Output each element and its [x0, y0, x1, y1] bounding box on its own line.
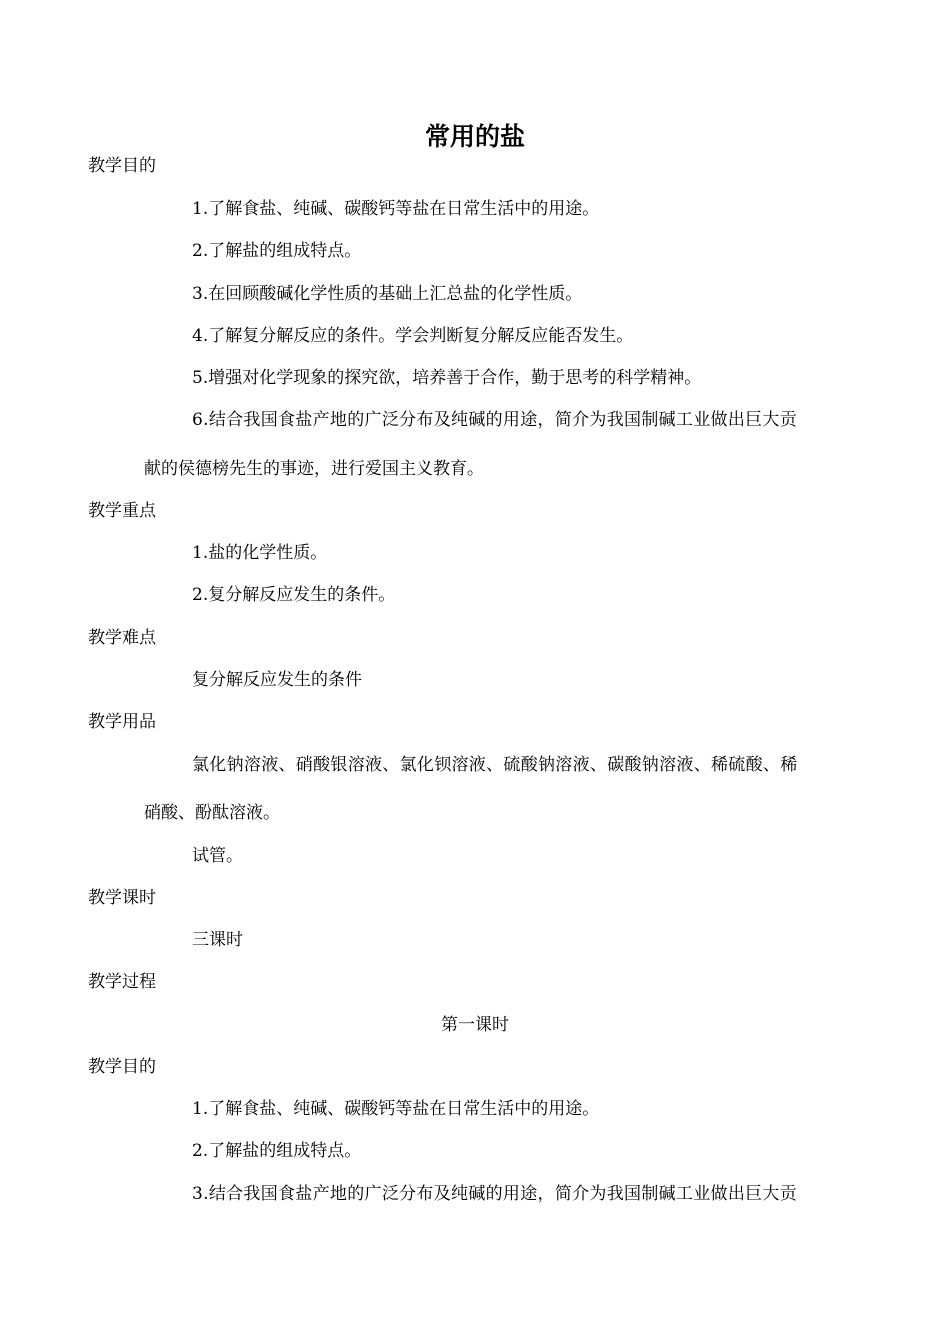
- lesson-1-objective-item-3: 3.结合我国食盐产地的广泛分布及纯碱的用途，简介为我国制碱工业做出巨大贡: [192, 1184, 798, 1204]
- materials-line-2: 硝酸、酚酞溶液。: [144, 803, 280, 823]
- objective-item-2: 2.了解盐的组成特点。: [192, 241, 362, 261]
- lesson-1-objective-item-1: 1.了解食盐、纯碱、碳酸钙等盐在日常生活中的用途。: [192, 1099, 600, 1119]
- objective-item-6: 6.结合我国食盐产地的广泛分布及纯碱的用途，简介为我国制碱工业做出巨大贡: [192, 410, 798, 430]
- key-point-item-2: 2.复分解反应发生的条件。: [192, 585, 396, 605]
- objective-item-6-continued: 献的侯德榜先生的事迹，进行爱国主义教育。: [144, 459, 484, 479]
- key-point-item-1: 1.盐的化学性质。: [192, 543, 328, 563]
- section-heading-difficulties: 教学难点: [88, 628, 156, 648]
- section-heading-materials: 教学用品: [88, 712, 156, 732]
- section-heading-objectives: 教学目的: [88, 156, 156, 176]
- materials-line-3: 试管。: [192, 846, 243, 866]
- lesson-1-title: 第一课时: [441, 1015, 509, 1035]
- document-title: 常用的盐: [424, 122, 525, 151]
- objective-item-3: 3.在回顾酸碱化学性质的基础上汇总盐的化学性质。: [192, 284, 583, 304]
- objective-item-5: 5.增强对化学现象的探究欲，培养善于合作，勤于思考的科学精神。: [192, 368, 702, 388]
- objective-item-4: 4.了解复分解反应的条件。学会判断复分解反应能否发生。: [192, 326, 634, 346]
- hours-text: 三课时: [192, 930, 243, 950]
- materials-line-1: 氯化钠溶液、硝酸银溶液、氯化钡溶液、硫酸钠溶液、碳酸钠溶液、稀硫酸、稀: [192, 755, 798, 775]
- lesson-1-objective-item-2: 2.了解盐的组成特点。: [192, 1141, 362, 1161]
- objective-item-1: 1.了解食盐、纯碱、碳酸钙等盐在日常生活中的用途。: [192, 199, 600, 219]
- section-heading-process: 教学过程: [88, 972, 156, 992]
- section-heading-hours: 教学课时: [88, 888, 156, 908]
- section-heading-key-points: 教学重点: [88, 501, 156, 521]
- difficulty-text: 复分解反应发生的条件: [192, 670, 362, 690]
- lesson-1-objectives-heading: 教学目的: [88, 1057, 156, 1077]
